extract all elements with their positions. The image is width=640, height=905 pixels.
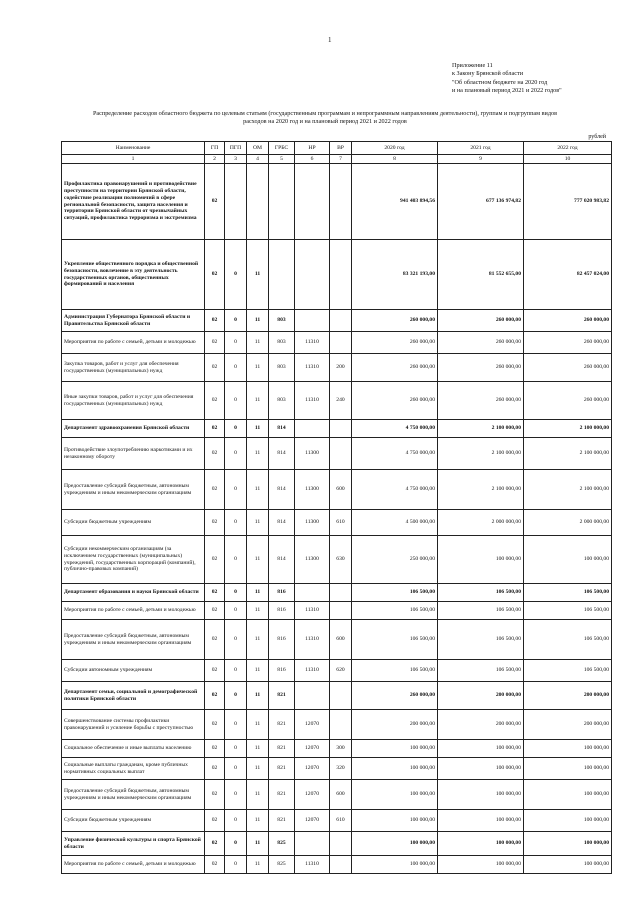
budget-table-body (62, 142, 612, 874)
cell-2020: 106 500,00 (352, 660, 438, 682)
cell-nr: 12070 (295, 740, 330, 758)
page-number: 1 (328, 36, 332, 44)
cell-gp: 02 (205, 584, 225, 602)
cell-vr: 620 (330, 660, 352, 682)
cell-gp: 02 (205, 240, 225, 310)
col-number: 3 (225, 155, 247, 164)
cell-2022: 100 000,00 (524, 856, 612, 874)
cell-nr: 12070 (295, 758, 330, 780)
cell-2022: 260 000,00 (524, 332, 612, 354)
cell-2022: 100 000,00 (524, 536, 612, 584)
table-row (62, 332, 612, 354)
cell-2020: 200 000,00 (352, 710, 438, 740)
cell-2021: 100 000,00 (438, 740, 524, 758)
cell-nr: 11310 (295, 354, 330, 382)
cell-om: 11 (247, 310, 269, 332)
cell-vr: 610 (330, 510, 352, 536)
cell-2022: 100 000,00 (524, 810, 612, 832)
cell-nr (295, 240, 330, 310)
cell-grbs: 803 (269, 382, 295, 420)
cell-vr: 600 (330, 780, 352, 810)
cell-2020: 250 000,00 (352, 536, 438, 584)
cell-pgp: 0 (225, 470, 247, 510)
cell-pgp: 0 (225, 382, 247, 420)
cell-gp: 02 (205, 780, 225, 810)
cell-name: Укрепление общественного порядка и общественной безопасности, вовлечение в эту деятельность государственных органов, общественных формирований и населения (62, 240, 205, 310)
cell-nr: 11300 (295, 536, 330, 584)
cell-2021: 260 000,00 (438, 310, 524, 332)
cell-2022: 2 100 000,00 (524, 470, 612, 510)
cell-name: Департамент семьи, социальной и демографической политики Брянской области (62, 682, 205, 710)
cell-gp: 02 (205, 438, 225, 470)
cell-vr (330, 310, 352, 332)
cell-grbs: 816 (269, 660, 295, 682)
cell-2020: 260 000,00 (352, 354, 438, 382)
cell-pgp: 0 (225, 354, 247, 382)
cell-vr (330, 856, 352, 874)
title-line: Распределение расходов областного бюджета по целевым статьям (государственным программам и непрограммным направлениям деятельности), группам и подгруппам видов (92, 110, 558, 117)
cell-grbs: 825 (269, 856, 295, 874)
cell-om: 11 (247, 438, 269, 470)
appendix-line: и на плановый период 2021 и 2022 годов" (452, 86, 562, 94)
cell-nr: 12070 (295, 710, 330, 740)
col-number: 7 (330, 155, 352, 164)
cell-pgp: 0 (225, 536, 247, 584)
cell-2020: 4 750 000,00 (352, 470, 438, 510)
cell-pgp: 0 (225, 780, 247, 810)
cell-2021: 100 000,00 (438, 780, 524, 810)
cell-vr (330, 832, 352, 856)
cell-name: Мероприятия по работе с семьей, детьми и молодежью (62, 602, 205, 620)
cell-pgp: 0 (225, 602, 247, 620)
table-row (62, 420, 612, 438)
cell-2022: 106 500,00 (524, 602, 612, 620)
cell-grbs (269, 240, 295, 310)
cell-2020: 100 000,00 (352, 758, 438, 780)
cell-om: 11 (247, 332, 269, 354)
cell-2022: 260 000,00 (524, 382, 612, 420)
cell-grbs: 814 (269, 438, 295, 470)
cell-2022: 200 000,00 (524, 682, 612, 710)
cell-name: Совершенствование системы профилактики правонарушений и усиление борьбы с преступностью (62, 710, 205, 740)
table-row (62, 584, 612, 602)
cell-nr: 11310 (295, 602, 330, 620)
col-number: 6 (295, 155, 330, 164)
table-row (62, 240, 612, 310)
cell-2022: 100 000,00 (524, 832, 612, 856)
cell-nr: 12070 (295, 780, 330, 810)
cell-2020: 100 000,00 (352, 810, 438, 832)
col-header-gp: ГП (205, 142, 225, 155)
cell-vr (330, 710, 352, 740)
cell-2022: 100 000,00 (524, 780, 612, 810)
cell-2022: 2 100 000,00 (524, 438, 612, 470)
cell-om: 11 (247, 660, 269, 682)
cell-name: Предоставление субсидий бюджетным, автономным учреждениям и иным некоммерческим организациям (62, 470, 205, 510)
cell-pgp: 0 (225, 420, 247, 438)
cell-2021: 106 500,00 (438, 660, 524, 682)
cell-grbs: 814 (269, 536, 295, 584)
cell-vr (330, 420, 352, 438)
cell-2021: 260 000,00 (438, 354, 524, 382)
cell-pgp: 0 (225, 810, 247, 832)
cell-gp: 02 (205, 310, 225, 332)
cell-2020: 4 750 000,00 (352, 438, 438, 470)
appendix-line: "Об областном бюджете на 2020 год (452, 78, 548, 86)
cell-name: Профилактика правонарушений и противодействие преступности на территории Брянской области, содействие реализации полномочий в сфере региональной безопасности, защита населения и территории Брянской области от чрезвычайных ситуаций, профилактика терроризма и экстремизма (62, 164, 205, 240)
cell-2021: 81 552 655,00 (438, 240, 524, 310)
cell-grbs: 814 (269, 420, 295, 438)
column-number-row (62, 155, 612, 164)
cell-2021: 100 000,00 (438, 536, 524, 584)
cell-2020: 100 000,00 (352, 740, 438, 758)
cell-2020: 260 000,00 (352, 310, 438, 332)
table-row (62, 310, 612, 332)
cell-gp: 02 (205, 710, 225, 740)
cell-2021: 100 000,00 (438, 856, 524, 874)
cell-om: 11 (247, 810, 269, 832)
cell-om: 11 (247, 510, 269, 536)
cell-2022: 106 500,00 (524, 620, 612, 660)
cell-name: Социальное обеспечение и иные выплаты населению (62, 740, 205, 758)
cell-vr (330, 240, 352, 310)
cell-gp: 02 (205, 420, 225, 438)
cell-name: Закупка товаров, работ и услуг для обеспечения государственных (муниципальных) нужд (62, 354, 205, 382)
cell-2022: 100 000,00 (524, 758, 612, 780)
table-row (62, 164, 612, 240)
cell-om: 11 (247, 240, 269, 310)
cell-vr: 630 (330, 536, 352, 584)
table-row (62, 740, 612, 758)
table-row (62, 856, 612, 874)
col-header-om: ОМ (247, 142, 269, 155)
cell-name: Администрация Губернатора Брянской области и Правительства Брянской области (62, 310, 205, 332)
cell-gp: 02 (205, 682, 225, 710)
cell-nr: 11310 (295, 620, 330, 660)
table-row (62, 660, 612, 682)
cell-grbs: 825 (269, 832, 295, 856)
cell-gp: 02 (205, 354, 225, 382)
cell-vr: 610 (330, 810, 352, 832)
table-row (62, 510, 612, 536)
cell-pgp: 0 (225, 758, 247, 780)
cell-grbs: 821 (269, 710, 295, 740)
cell-grbs: 803 (269, 332, 295, 354)
cell-2022: 106 500,00 (524, 584, 612, 602)
cell-name: Субсидии автономным учреждениям (62, 660, 205, 682)
cell-gp: 02 (205, 510, 225, 536)
cell-om: 11 (247, 710, 269, 740)
table-row (62, 832, 612, 856)
cell-vr: 320 (330, 758, 352, 780)
cell-gp: 02 (205, 332, 225, 354)
table-row (62, 710, 612, 740)
table-row (62, 682, 612, 710)
cell-vr: 240 (330, 382, 352, 420)
col-header-2022: 2022 год (524, 142, 612, 155)
table-row (62, 810, 612, 832)
cell-pgp: 0 (225, 710, 247, 740)
cell-om: 11 (247, 832, 269, 856)
col-number: 8 (352, 155, 438, 164)
cell-nr (295, 164, 330, 240)
header-row (62, 142, 612, 155)
cell-om (247, 164, 269, 240)
cell-grbs: 821 (269, 740, 295, 758)
cell-pgp: 0 (225, 682, 247, 710)
cell-nr: 11310 (295, 382, 330, 420)
table-row (62, 780, 612, 810)
cell-nr: 11300 (295, 470, 330, 510)
cell-nr: 11300 (295, 438, 330, 470)
cell-2020: 260 000,00 (352, 332, 438, 354)
col-number: 4 (247, 155, 269, 164)
cell-pgp: 0 (225, 832, 247, 856)
cell-2022: 2 100 000,00 (524, 420, 612, 438)
cell-grbs: 803 (269, 354, 295, 382)
cell-vr: 300 (330, 740, 352, 758)
cell-nr (295, 682, 330, 710)
cell-vr (330, 332, 352, 354)
cell-gp: 02 (205, 856, 225, 874)
cell-grbs: 814 (269, 470, 295, 510)
table-row (62, 354, 612, 382)
cell-nr (295, 420, 330, 438)
cell-2020: 260 000,00 (352, 382, 438, 420)
cell-2022: 777 020 983,82 (524, 164, 612, 240)
cell-2022: 106 500,00 (524, 660, 612, 682)
cell-nr (295, 584, 330, 602)
appendix-line: к Закону Брянской области (452, 70, 524, 78)
cell-nr: 11310 (295, 856, 330, 874)
cell-vr: 200 (330, 354, 352, 382)
col-number: 1 (62, 155, 205, 164)
cell-2021: 100 000,00 (438, 810, 524, 832)
cell-pgp: 0 (225, 332, 247, 354)
cell-pgp: 0 (225, 510, 247, 536)
cell-2020: 83 321 193,00 (352, 240, 438, 310)
col-header-2021: 2021 год (438, 142, 524, 155)
col-number: 9 (438, 155, 524, 164)
cell-2021: 2 000 000,00 (438, 510, 524, 536)
col-header-pgp: ПГП (225, 142, 247, 155)
col-header-name: Наименование (62, 142, 205, 155)
cell-grbs: 821 (269, 810, 295, 832)
cell-2020: 100 000,00 (352, 832, 438, 856)
cell-nr: 11310 (295, 660, 330, 682)
cell-2021: 106 500,00 (438, 620, 524, 660)
cell-2021: 260 000,00 (438, 382, 524, 420)
cell-gp: 02 (205, 810, 225, 832)
cell-name: Мероприятия по работе с семьей, детьми и молодежью (62, 856, 205, 874)
cell-om: 11 (247, 354, 269, 382)
cell-om: 11 (247, 780, 269, 810)
cell-name: Противодействие злоупотреблению наркотиками и их незаконному обороту (62, 438, 205, 470)
cell-gp: 02 (205, 832, 225, 856)
appendix-line: Приложение 11 (452, 62, 493, 69)
cell-2021: 677 136 974,82 (438, 164, 524, 240)
appendix-note (452, 62, 562, 95)
cell-2020: 100 000,00 (352, 780, 438, 810)
cell-pgp: 0 (225, 438, 247, 470)
cell-vr (330, 682, 352, 710)
cell-gp: 02 (205, 602, 225, 620)
cell-vr (330, 584, 352, 602)
cell-om: 11 (247, 470, 269, 510)
cell-gp: 02 (205, 660, 225, 682)
cell-name: Иные закупки товаров, работ и услуг для обеспечения государственных (муниципальных) нужд (62, 382, 205, 420)
table-row (62, 438, 612, 470)
cell-om: 11 (247, 584, 269, 602)
cell-name: Департамент здравоохранения Брянской области (62, 420, 205, 438)
cell-vr (330, 164, 352, 240)
cell-2022: 82 457 024,00 (524, 240, 612, 310)
cell-2021: 2 100 000,00 (438, 470, 524, 510)
cell-gp: 02 (205, 382, 225, 420)
cell-om: 11 (247, 740, 269, 758)
table-row (62, 758, 612, 780)
cell-name: Субсидии некоммерческим организациям (за исключением государственных (муниципальных) учреждений, государственных корпораций (компаний), публично-правовых компаний) (62, 536, 205, 584)
cell-pgp: 0 (225, 584, 247, 602)
cell-pgp: 0 (225, 310, 247, 332)
cell-om: 11 (247, 682, 269, 710)
cell-gp: 02 (205, 470, 225, 510)
currency-unit: рублей (588, 134, 606, 140)
budget-table (61, 141, 612, 874)
cell-2020: 106 500,00 (352, 584, 438, 602)
cell-grbs: 821 (269, 682, 295, 710)
col-number: 5 (269, 155, 295, 164)
cell-grbs: 814 (269, 510, 295, 536)
col-number: 2 (205, 155, 225, 164)
cell-grbs: 821 (269, 758, 295, 780)
cell-name: Управление физической культуры и спорта Брянской области (62, 832, 205, 856)
cell-2020: 941 403 894,56 (352, 164, 438, 240)
cell-2021: 106 500,00 (438, 602, 524, 620)
cell-name: Департамент образования и науки Брянской области (62, 584, 205, 602)
cell-2020: 4 500 000,00 (352, 510, 438, 536)
cell-name: Субсидии бюджетным учреждениям (62, 810, 205, 832)
title-line: расходов на 2020 год и на плановый период 2021 и 2022 годов (243, 118, 407, 126)
cell-grbs: 821 (269, 780, 295, 810)
cell-grbs: 816 (269, 602, 295, 620)
cell-om: 11 (247, 602, 269, 620)
col-header-2020: 2020 год (352, 142, 438, 155)
cell-pgp: 0 (225, 240, 247, 310)
cell-gp: 02 (205, 740, 225, 758)
col-header-grbs: ГРБС (269, 142, 295, 155)
cell-vr: 600 (330, 470, 352, 510)
cell-name: Мероприятия по работе с семьей, детьми и молодежью (62, 332, 205, 354)
cell-om: 11 (247, 382, 269, 420)
cell-nr: 11310 (295, 332, 330, 354)
cell-gp: 02 (205, 164, 225, 240)
cell-om: 11 (247, 620, 269, 660)
cell-nr (295, 310, 330, 332)
cell-om: 11 (247, 536, 269, 584)
cell-2021: 2 100 000,00 (438, 438, 524, 470)
cell-gp: 02 (205, 758, 225, 780)
cell-2020: 260 000,00 (352, 682, 438, 710)
table-row (62, 602, 612, 620)
table-row (62, 470, 612, 510)
table-row (62, 536, 612, 584)
col-header-nr: НР (295, 142, 330, 155)
cell-grbs: 803 (269, 310, 295, 332)
table-row (62, 382, 612, 420)
cell-name: Субсидии бюджетным учреждениям (62, 510, 205, 536)
cell-nr: 12070 (295, 810, 330, 832)
cell-pgp: 0 (225, 660, 247, 682)
col-header-vr: ВР (330, 142, 352, 155)
cell-pgp: 0 (225, 856, 247, 874)
cell-2022: 2 000 000,00 (524, 510, 612, 536)
cell-2020: 106 500,00 (352, 602, 438, 620)
cell-vr: 600 (330, 620, 352, 660)
cell-2022: 100 000,00 (524, 740, 612, 758)
cell-pgp (225, 164, 247, 240)
cell-2021: 200 000,00 (438, 682, 524, 710)
cell-name: Предоставление субсидий бюджетным, автономным учреждениям и иным некоммерческим организациям (62, 780, 205, 810)
cell-om: 11 (247, 758, 269, 780)
cell-2022: 260 000,00 (524, 354, 612, 382)
cell-2021: 100 000,00 (438, 832, 524, 856)
cell-pgp: 0 (225, 620, 247, 660)
col-number: 10 (524, 155, 612, 164)
cell-grbs: 816 (269, 620, 295, 660)
cell-vr (330, 602, 352, 620)
cell-grbs: 816 (269, 584, 295, 602)
cell-2021: 2 100 000,00 (438, 420, 524, 438)
cell-2020: 106 500,00 (352, 620, 438, 660)
cell-om: 11 (247, 420, 269, 438)
cell-name: Социальные выплаты гражданам, кроме публичных нормативных социальных выплат (62, 758, 205, 780)
cell-gp: 02 (205, 620, 225, 660)
cell-gp: 02 (205, 536, 225, 584)
document-title (40, 110, 610, 127)
cell-2022: 200 000,00 (524, 710, 612, 740)
table-row (62, 620, 612, 660)
cell-om: 11 (247, 856, 269, 874)
cell-2021: 106 500,00 (438, 584, 524, 602)
cell-name: Предоставление субсидий бюджетным, автономным учреждениям и иным некоммерческим организациям (62, 620, 205, 660)
cell-nr: 11300 (295, 510, 330, 536)
cell-vr (330, 438, 352, 470)
cell-2021: 260 000,00 (438, 332, 524, 354)
cell-2020: 4 750 000,00 (352, 420, 438, 438)
cell-pgp: 0 (225, 740, 247, 758)
cell-nr (295, 832, 330, 856)
cell-2020: 100 000,00 (352, 856, 438, 874)
cell-2021: 200 000,00 (438, 710, 524, 740)
cell-2021: 100 000,00 (438, 758, 524, 780)
cell-grbs (269, 164, 295, 240)
cell-2022: 260 000,00 (524, 310, 612, 332)
